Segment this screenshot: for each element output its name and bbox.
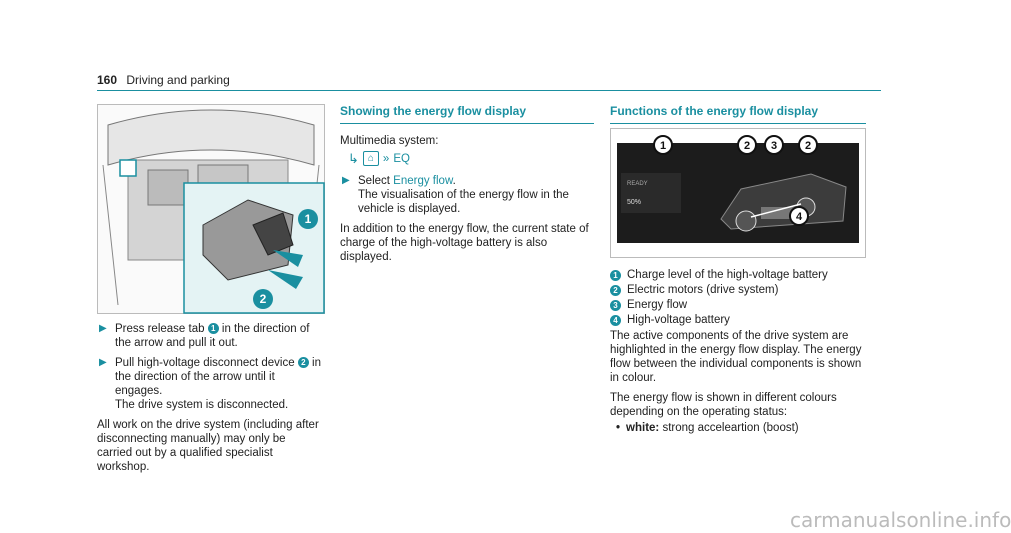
step-arrow-icon: ▶ <box>99 323 107 334</box>
step-1-badge: 1 <box>208 323 219 334</box>
functions-paragraph-1: The active components of the drive system are highlighted in the energy flow display. The energy flow between the individual components is shown in colour. <box>610 330 862 384</box>
display-badge-3: 3 <box>764 135 784 155</box>
legend-item <box>610 283 866 297</box>
step-2-text-a: Pull high-voltage disconnect device <box>115 357 295 369</box>
energy-flow-display-figure <box>610 128 866 258</box>
header-rule <box>97 90 881 91</box>
legend-item <box>610 298 866 312</box>
legend-and-text <box>610 268 866 435</box>
legend-badge: 2 <box>610 285 621 296</box>
page-header <box>97 73 230 87</box>
step-2-note: The drive system is disconnected. <box>115 399 289 411</box>
legend-text: Energy flow <box>627 299 688 311</box>
select-step-period: . <box>452 175 456 187</box>
page-number: 160 <box>97 73 118 87</box>
screen-charge-value: 50% <box>627 199 642 206</box>
home-icon: ⌂ <box>363 151 379 166</box>
display-badge-4: 4 <box>789 206 809 226</box>
energy-flow-link: Energy flow <box>393 175 453 187</box>
step-2 <box>97 356 323 412</box>
path-chevron-icon: » <box>382 152 390 165</box>
select-step-text: Select <box>358 175 390 187</box>
legend-text: Charge level of the high-voltage battery <box>627 269 828 281</box>
legend-text: High-voltage battery <box>627 314 730 326</box>
display-badge-1: 1 <box>653 135 673 155</box>
step-1-text-b: in the direction of the arrow and pull it out. <box>115 323 310 349</box>
legend-item <box>610 268 866 282</box>
menu-path <box>348 151 594 166</box>
figure-badge-1: 1 <box>298 209 318 229</box>
engine-illustration <box>98 105 324 313</box>
display-badge-2b: 2 <box>798 135 818 155</box>
bullet-text: strong acceleartion (boost) <box>662 422 799 434</box>
legend-item <box>610 313 866 327</box>
functions-paragraph-2: The energy flow is shown in different colours depending on the operating status: <box>610 392 837 418</box>
middle-paragraph: In addition to the energy flow, the current state of charge of the high-voltage battery is also displayed. <box>340 223 589 263</box>
step-arrow-icon: ▶ <box>99 357 107 368</box>
left-paragraph: All work on the drive system (including after disconnecting manually) may only be carried out by a qualified specialist workshop. <box>97 419 319 473</box>
bullet-label: white: <box>626 422 660 434</box>
step-2-text-b: in the direction of the arrow until it engages. <box>115 357 321 397</box>
select-step <box>340 174 594 216</box>
path-hook-icon: ↳ <box>348 150 359 166</box>
left-column-text <box>97 322 323 480</box>
engine-compartment-figure <box>97 104 325 314</box>
bullet-dot: • <box>616 422 621 434</box>
step-1 <box>97 322 323 350</box>
screen-status-label: READY <box>627 181 648 187</box>
step-arrow-icon: ▶ <box>342 175 350 186</box>
watermark-footer: carmanualsonline.info <box>790 508 1011 532</box>
middle-column <box>340 104 594 270</box>
display-badge-2a: 2 <box>737 135 757 155</box>
legend-badge: 4 <box>610 315 621 326</box>
select-step-note: The visualisation of the energy flow in the vehicle is displayed. <box>358 189 569 215</box>
legend-text: Electric motors (drive system) <box>627 284 779 296</box>
section-heading-functions: Functions of the energy flow display <box>610 104 866 124</box>
step-2-badge: 2 <box>298 357 309 368</box>
section-heading-energy-flow: Showing the energy flow display <box>340 104 594 124</box>
figure-badge-2: 2 <box>253 289 273 309</box>
bullet-white <box>610 421 866 435</box>
section-title: Driving and parking <box>126 73 230 87</box>
legend-badge: 3 <box>610 300 621 311</box>
multimedia-system-label: Multimedia system: <box>340 135 439 147</box>
path-target-eq: EQ <box>393 152 410 165</box>
legend-badge: 1 <box>610 270 621 281</box>
step-1-text-a: Press release tab <box>115 323 205 335</box>
